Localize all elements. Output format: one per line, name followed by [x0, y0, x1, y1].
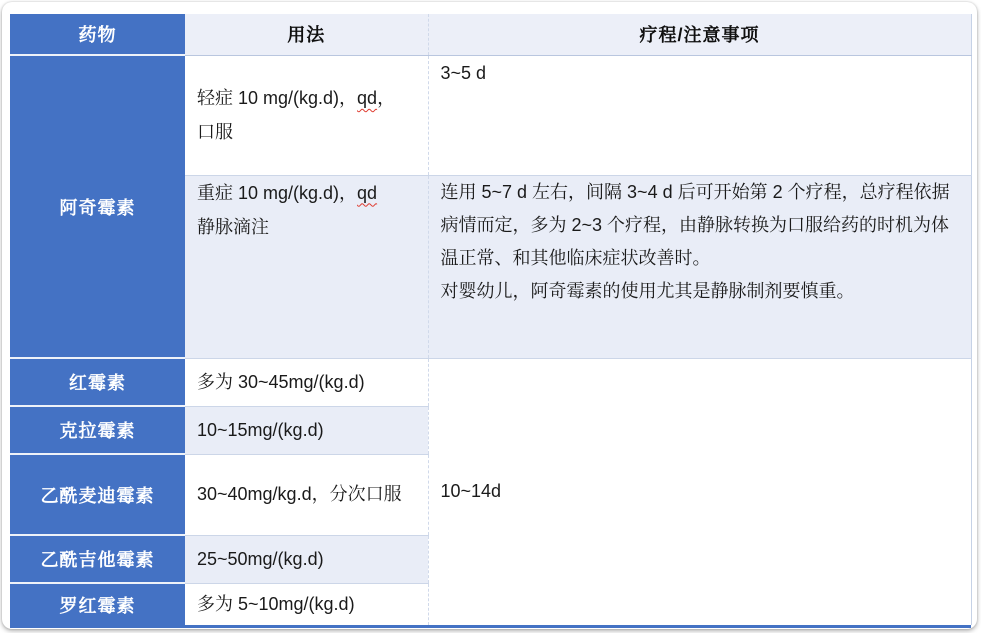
usage-clarithromycin: 10~15mg/(kg.d) [185, 406, 428, 454]
drug-name-kitasamycin-acetate: 乙酰吉他霉素 [10, 535, 185, 583]
course-azithromycin-mild: 3~5 d [428, 55, 971, 175]
usage-kitasamycin-acetate: 25~50mg/(kg.d) [185, 535, 428, 583]
course-azithromycin-severe [428, 175, 971, 358]
row-azithromycin-mild [10, 55, 971, 175]
course-note-paragraph-1: 连用 5~7 d 左右，间隔 3~4 d 后可开始第 2 个疗程，总疗程依据病情而定，多为 2~3 个疗程，由静脉转换为口服给药的时机为体温正常、和其他临床症状改善时。 [440, 181, 950, 269]
usage-mild-post: ， [377, 87, 396, 108]
drug-name-roxithromycin: 罗红霉素 [10, 583, 185, 625]
drug-name-midecamycin-acetate: 乙酰麦迪霉素 [10, 454, 185, 535]
medication-table [10, 14, 972, 625]
misspelled-qd: qd [357, 87, 378, 108]
usage-azithromycin-severe [185, 175, 428, 358]
usage-severe-line2: 静脉滴注 [197, 216, 269, 237]
drug-name-azithromycin: 阿奇霉素 [10, 55, 185, 358]
header-row [10, 14, 971, 55]
document-card [2, 2, 977, 629]
usage-midecamycin-acetate: 30~40mg/kg.d，分次口服 [185, 454, 428, 535]
drug-name-clarithromycin: 克拉霉素 [10, 406, 185, 454]
usage-mild-pre: 轻症 10 mg/(kg.d)， [197, 87, 358, 108]
drug-name-erythromycin: 红霉素 [10, 358, 185, 406]
header-usage: 用法 [185, 14, 428, 55]
usage-roxithromycin: 多为 5~10mg/(kg.d) [185, 583, 428, 625]
usage-erythromycin: 多为 30~45mg/(kg.d) [185, 358, 428, 406]
row-erythromycin [10, 358, 971, 406]
usage-mild-line1 [197, 81, 416, 115]
course-note-paragraph-2: 对婴幼儿，阿奇霉素的使用尤其是静脉制剂要慎重。 [440, 281, 855, 302]
header-course: 疗程/注意事项 [428, 14, 971, 55]
medication-table-wrap [10, 14, 971, 628]
usage-severe-line1 [197, 176, 416, 210]
header-drug: 药物 [10, 14, 185, 55]
usage-azithromycin-mild [185, 55, 428, 175]
usage-severe-pre: 重症 10 mg/(kg.d)， [197, 182, 358, 203]
course-shared: 10~14d [428, 358, 971, 625]
usage-mild-line2: 口服 [197, 122, 233, 142]
misspelled-qd: qd [357, 182, 378, 203]
